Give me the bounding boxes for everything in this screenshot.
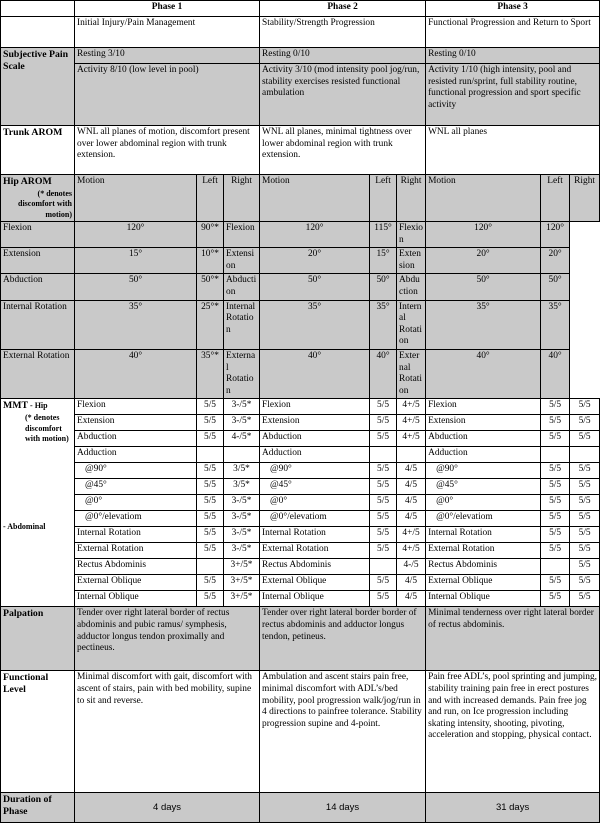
hip-arom-motion: Abduction bbox=[1, 274, 75, 300]
hip-arom-right-value: 40° bbox=[541, 350, 570, 399]
hip-arom-right-value: 10°* bbox=[197, 248, 224, 274]
hip-arom-motion: Extension bbox=[1, 248, 75, 274]
mmt-left-value: 5/5 bbox=[370, 495, 397, 511]
mmt-motion: @0° bbox=[260, 495, 370, 511]
col-left-p1: Left bbox=[197, 175, 224, 222]
phase-header-row bbox=[1, 1, 600, 17]
mmt-motion: Flexion bbox=[75, 399, 197, 415]
mmt-motion: Adduction bbox=[260, 447, 370, 463]
mmt-motion: @90° bbox=[426, 463, 541, 479]
hip-arom-motion: Extension bbox=[224, 248, 260, 274]
col-left-p2: Left bbox=[370, 175, 397, 222]
mmt-motion: @0° bbox=[75, 495, 197, 511]
palpation-row bbox=[1, 607, 600, 671]
hip-arom-motion: Flexion bbox=[1, 222, 75, 248]
mmt-right-value: 3-/5* bbox=[224, 527, 260, 543]
mmt-left-value: 5/5 bbox=[541, 495, 570, 511]
mmt-motion: External Oblique bbox=[260, 575, 370, 591]
mmt-right-value: 3+/5* bbox=[224, 559, 260, 575]
hip-arom-right-value: 50° bbox=[541, 274, 570, 300]
mmt-motion: Abduction bbox=[260, 431, 370, 447]
mmt-left-value bbox=[370, 559, 397, 575]
trunk-arom-p2: WNL all planes, minimal tightness over lower abdominal region with trunk extension. bbox=[260, 126, 426, 175]
mmt-label-text: MMT bbox=[3, 400, 29, 412]
hip-arom-motion: Internal Rotation bbox=[1, 300, 75, 349]
phase-3-heading: Phase 3 bbox=[426, 1, 600, 17]
hip-arom-left-value: 15° bbox=[75, 248, 197, 274]
mmt-motion: Adduction bbox=[75, 447, 197, 463]
trunk-arom-row bbox=[1, 126, 600, 175]
hip-arom-row bbox=[1, 300, 600, 349]
mmt-left-value: 5/5 bbox=[197, 479, 224, 495]
hip-arom-right-value: 115° bbox=[370, 222, 397, 248]
hip-arom-label: Hip AROM bbox=[3, 176, 52, 187]
mmt-left-value: 5/5 bbox=[541, 463, 570, 479]
phase-title-row bbox=[1, 17, 600, 48]
mmt-left-value: 5/5 bbox=[197, 495, 224, 511]
mmt-left-value: 5/5 bbox=[541, 575, 570, 591]
mmt-motion: @45° bbox=[426, 479, 541, 495]
mmt-note: (* denotes discomfort with motion) bbox=[25, 413, 69, 443]
mmt-motion: @45° bbox=[75, 479, 197, 495]
hip-arom-left-value: 120° bbox=[426, 222, 541, 248]
mmt-right-value: 5/5 bbox=[570, 511, 600, 527]
col-motion-p3: Motion bbox=[426, 175, 541, 222]
mmt-motion: Internal Oblique bbox=[426, 591, 541, 607]
hip-arom-right-value: 15° bbox=[370, 248, 397, 274]
functional-label: Functional Level bbox=[1, 671, 75, 793]
mmt-row bbox=[1, 591, 600, 607]
mmt-row bbox=[1, 511, 600, 527]
hip-arom-left-value: 40° bbox=[426, 350, 541, 399]
hip-arom-motion: Internal Rotation bbox=[224, 300, 260, 349]
mmt-left-value: 5/5 bbox=[197, 399, 224, 415]
mmt-left-value: 5/5 bbox=[370, 575, 397, 591]
col-motion-p2: Motion bbox=[260, 175, 370, 222]
pain-activity-p3: Activity 1/10 (high intensity, pool and resisted run/sprint, full stability routine, functional progression and sport specific activity bbox=[426, 64, 600, 126]
mmt-motion: Internal Rotation bbox=[260, 527, 370, 543]
mmt-right-value: 4/5 bbox=[397, 479, 426, 495]
mmt-left-value: 5/5 bbox=[197, 543, 224, 559]
hip-arom-left-value: 35° bbox=[75, 300, 197, 349]
mmt-label bbox=[3, 400, 48, 411]
mmt-right-value bbox=[224, 447, 260, 463]
duration-p1: 4 days bbox=[75, 793, 260, 823]
mmt-right-value: 5/5 bbox=[570, 399, 600, 415]
mmt-right-value bbox=[570, 447, 600, 463]
mmt-row bbox=[1, 399, 600, 415]
pain-scale-label: Subjective Pain Scale bbox=[1, 48, 75, 126]
mmt-row bbox=[1, 543, 600, 559]
hip-arom-left-value: 50° bbox=[260, 274, 370, 300]
mmt-right-value: 4-/5 bbox=[397, 559, 426, 575]
mmt-left-value: 5/5 bbox=[370, 431, 397, 447]
empty-cell bbox=[1, 17, 75, 48]
mmt-left-value: 5/5 bbox=[370, 527, 397, 543]
mmt-motion: Extension bbox=[75, 415, 197, 431]
mmt-row bbox=[1, 447, 600, 463]
phase-2-heading: Phase 2 bbox=[260, 1, 426, 17]
mmt-right-value: 3+/5* bbox=[224, 591, 260, 607]
mmt-motion: External Oblique bbox=[75, 575, 197, 591]
mmt-motion: Flexion bbox=[426, 399, 541, 415]
palpation-p3: Minimal tenderness over right lateral border of rectus abdominis. bbox=[426, 607, 600, 671]
duration-p2: 14 days bbox=[260, 793, 426, 823]
mmt-motion: Internal Oblique bbox=[75, 591, 197, 607]
mmt-left-value: 5/5 bbox=[197, 511, 224, 527]
mmt-right-value: 4+/5 bbox=[397, 527, 426, 543]
mmt-abdominal-label: - Abdominal bbox=[3, 521, 46, 531]
hip-arom-motion: Internal Rotation bbox=[397, 300, 426, 349]
mmt-left-value: 5/5 bbox=[370, 543, 397, 559]
hip-arom-left-value: 20° bbox=[426, 248, 541, 274]
hip-arom-right-value: 25°* bbox=[197, 300, 224, 349]
functional-p1: Minimal discomfort with gait, discomfort with ascent of stairs, pain with bed mobility, supine to sit and reverse. bbox=[75, 671, 260, 793]
pain-resting-p2: Resting 0/10 bbox=[260, 48, 426, 64]
mmt-right-value: 5/5 bbox=[570, 543, 600, 559]
mmt-left-value: 5/5 bbox=[197, 527, 224, 543]
pain-resting-row bbox=[1, 48, 600, 64]
col-left-p3: Left bbox=[541, 175, 570, 222]
hip-arom-right-value: 120° bbox=[541, 222, 570, 248]
hip-arom-right-value: 35° bbox=[541, 300, 570, 349]
hip-arom-row bbox=[1, 350, 600, 399]
mmt-left-value: 5/5 bbox=[541, 527, 570, 543]
mmt-left-value: 5/5 bbox=[370, 479, 397, 495]
mmt-row bbox=[1, 479, 600, 495]
mmt-motion: Extension bbox=[426, 415, 541, 431]
duration-p3: 31 days bbox=[426, 793, 600, 823]
hip-arom-left-value: 20° bbox=[260, 248, 370, 274]
palpation-label: Palpation bbox=[1, 607, 75, 671]
pain-activity-row bbox=[1, 64, 600, 126]
hip-arom-note: (* denotes discomfort with motion) bbox=[18, 188, 72, 219]
trunk-arom-p3: WNL all planes bbox=[426, 126, 600, 175]
hip-arom-motion: External Rotation bbox=[397, 350, 426, 399]
mmt-right-value: 5/5 bbox=[570, 575, 600, 591]
mmt-right-value: 3-/5* bbox=[224, 399, 260, 415]
phase-3-title: Functional Progression and Return to Sport bbox=[426, 17, 600, 48]
mmt-motion: @0° bbox=[426, 495, 541, 511]
hip-arom-motion: Abduction bbox=[224, 274, 260, 300]
trunk-arom-label: Trunk AROM bbox=[1, 126, 75, 175]
mmt-right-value: 5/5 bbox=[570, 479, 600, 495]
mmt-right-value: 5/5 bbox=[570, 559, 600, 575]
hip-arom-right-value: 50°* bbox=[197, 274, 224, 300]
mmt-row bbox=[1, 527, 600, 543]
hip-arom-right-value: 40° bbox=[370, 350, 397, 399]
mmt-row bbox=[1, 575, 600, 591]
mmt-right-value: 4/5 bbox=[397, 575, 426, 591]
functional-p2: Ambulation and ascent stairs pain free, minimal discomfort with ADL’s/bed mobility, pool progression walk/jog/run in 4 directions to painfree tolerance. Stability progression supine and 4-point. bbox=[260, 671, 426, 793]
mmt-motion: External Oblique bbox=[426, 575, 541, 591]
mmt-right-value: 5/5 bbox=[570, 463, 600, 479]
trunk-arom-p1: WNL all planes of motion, discomfort present over lower abdominal region with trunk extension. bbox=[75, 126, 260, 175]
mmt-right-value: 4-/5* bbox=[224, 431, 260, 447]
mmt-right-value: 4/5 bbox=[397, 463, 426, 479]
mmt-motion: Abduction bbox=[426, 431, 541, 447]
mmt-right-value: 3-/5* bbox=[224, 511, 260, 527]
mmt-motion: External Rotation bbox=[260, 543, 370, 559]
functional-row bbox=[1, 671, 600, 793]
mmt-right-value: 5/5 bbox=[570, 495, 600, 511]
mmt-row bbox=[1, 463, 600, 479]
mmt-left-value bbox=[541, 559, 570, 575]
mmt-left-value: 5/5 bbox=[197, 463, 224, 479]
mmt-right-value: 3-/5* bbox=[224, 495, 260, 511]
palpation-p1: Tender over right lateral border of rectus abdominis and pubic ramus/ symphesis, adductor longus tendon proximally and pectineus. bbox=[75, 607, 260, 671]
pain-resting-p1: Resting 3/10 bbox=[75, 48, 260, 64]
mmt-right-value: 4+/5 bbox=[397, 415, 426, 431]
functional-p3: Pain free ADL’s, pool sprinting and jumping, stability training pain free in erect postures and with increased demands. Pain free jog and run, on Ice progression including skating intensity, shooting, pivoting, acceleration and stopping, physical contact. bbox=[426, 671, 600, 793]
hip-arom-left-value: 35° bbox=[426, 300, 541, 349]
mmt-left-value bbox=[541, 447, 570, 463]
col-right-p1: Right bbox=[224, 175, 260, 222]
pain-resting-p3: Resting 0/10 bbox=[426, 48, 600, 64]
mmt-right-value: 3-/5* bbox=[224, 415, 260, 431]
pain-activity-p2: Activity 3/10 (mod intensity pool jog/run, stability exercises resisted functional ambulation bbox=[260, 64, 426, 126]
mmt-right-value: 3/5* bbox=[224, 479, 260, 495]
mmt-left-value: 5/5 bbox=[541, 511, 570, 527]
mmt-left-value: 5/5 bbox=[541, 543, 570, 559]
mmt-left-value: 5/5 bbox=[541, 399, 570, 415]
mmt-left-value: 5/5 bbox=[541, 415, 570, 431]
col-motion-p1: Motion bbox=[75, 175, 197, 222]
mmt-motion: @0°/elevatiom bbox=[426, 511, 541, 527]
mmt-right-value bbox=[397, 447, 426, 463]
mmt-right-value: 4/5 bbox=[397, 591, 426, 607]
hip-arom-right-value: 35° bbox=[370, 300, 397, 349]
duration-label: Duration of Phase bbox=[1, 793, 75, 823]
mmt-motion: @90° bbox=[260, 463, 370, 479]
mmt-motion: Flexion bbox=[260, 399, 370, 415]
corner-cell bbox=[1, 1, 75, 17]
hip-arom-motion: Flexion bbox=[397, 222, 426, 248]
mmt-row bbox=[1, 415, 600, 431]
hip-arom-left-value: 50° bbox=[75, 274, 197, 300]
duration-row bbox=[1, 793, 600, 823]
mmt-motion: External Rotation bbox=[426, 543, 541, 559]
mmt-left-value bbox=[197, 559, 224, 575]
mmt-left-value: 5/5 bbox=[197, 415, 224, 431]
mmt-motion: @0°/elevatiom bbox=[75, 511, 197, 527]
mmt-left-value: 5/5 bbox=[197, 575, 224, 591]
mmt-right-value: 4+/5 bbox=[397, 543, 426, 559]
mmt-left-value: 5/5 bbox=[370, 511, 397, 527]
hip-arom-motion: External Rotation bbox=[1, 350, 75, 399]
hip-arom-right-value: 35°* bbox=[197, 350, 224, 399]
mmt-label-suffix: - Hip bbox=[28, 401, 48, 411]
mmt-right-value: 3-/5* bbox=[224, 543, 260, 559]
mmt-left-value bbox=[370, 447, 397, 463]
mmt-left-value: 5/5 bbox=[370, 415, 397, 431]
hip-arom-left-value: 120° bbox=[75, 222, 197, 248]
col-right-p3: Right bbox=[570, 175, 600, 222]
hip-arom-left-value: 120° bbox=[260, 222, 370, 248]
mmt-motion: @0°/elevatiom bbox=[260, 511, 370, 527]
mmt-right-value: 3/5* bbox=[224, 463, 260, 479]
mmt-right-value: 4+/5 bbox=[397, 399, 426, 415]
mmt-motion: External Rotation bbox=[75, 543, 197, 559]
hip-arom-motion: Flexion bbox=[224, 222, 260, 248]
mmt-left-value: 5/5 bbox=[197, 431, 224, 447]
hip-arom-header-row bbox=[1, 175, 600, 222]
mmt-right-value: 5/5 bbox=[570, 527, 600, 543]
mmt-left-value: 5/5 bbox=[370, 399, 397, 415]
mmt-right-value: 4+/5 bbox=[397, 431, 426, 447]
mmt-right-value: 4/5 bbox=[397, 495, 426, 511]
mmt-motion: Rectus Abdominis bbox=[426, 559, 541, 575]
mmt-motion: Rectus Abdominis bbox=[75, 559, 197, 575]
hip-arom-row bbox=[1, 274, 600, 300]
hip-arom-row bbox=[1, 248, 600, 274]
hip-arom-right-value: 50° bbox=[370, 274, 397, 300]
mmt-left-value: 5/5 bbox=[541, 591, 570, 607]
mmt-right-value: 4/5 bbox=[397, 511, 426, 527]
phase-1-title: Initial Injury/Pain Management bbox=[75, 17, 260, 48]
mmt-right-value: 5/5 bbox=[570, 591, 600, 607]
mmt-row bbox=[1, 431, 600, 447]
mmt-left-value: 5/5 bbox=[541, 479, 570, 495]
pain-activity-p1: Activity 8/10 (low level in pool) bbox=[75, 64, 260, 126]
mmt-right-value: 3+/5* bbox=[224, 575, 260, 591]
hip-arom-motion: Abduction bbox=[397, 274, 426, 300]
mmt-left-value: 5/5 bbox=[370, 463, 397, 479]
hip-arom-motion: External Rotation bbox=[224, 350, 260, 399]
mmt-motion: Rectus Abdominis bbox=[260, 559, 370, 575]
mmt-left-value bbox=[197, 447, 224, 463]
hip-arom-right-value: 90°* bbox=[197, 222, 224, 248]
hip-arom-left-value: 40° bbox=[260, 350, 370, 399]
mmt-motion: Abduction bbox=[75, 431, 197, 447]
mmt-left-value: 5/5 bbox=[370, 591, 397, 607]
mmt-motion: Internal Oblique bbox=[260, 591, 370, 607]
mmt-motion: @90° bbox=[75, 463, 197, 479]
hip-arom-row bbox=[1, 222, 600, 248]
palpation-p2: Tender over right lateral border border of rectus abdominis and adductor longus tendon, petineus. bbox=[260, 607, 426, 671]
mmt-motion: Internal Rotation bbox=[75, 527, 197, 543]
mmt-right-value: 5/5 bbox=[570, 415, 600, 431]
mmt-motion: Extension bbox=[260, 415, 370, 431]
mmt-right-value: 5/5 bbox=[570, 431, 600, 447]
hip-arom-left-value: 40° bbox=[75, 350, 197, 399]
mmt-left-value: 5/5 bbox=[541, 431, 570, 447]
mmt-motion: @45° bbox=[260, 479, 370, 495]
mmt-motion: Adduction bbox=[426, 447, 541, 463]
hip-arom-right-value: 20° bbox=[541, 248, 570, 274]
phase-2-title: Stability/Strength Progression bbox=[260, 17, 426, 48]
mmt-row bbox=[1, 495, 600, 511]
mmt-left-value: 5/5 bbox=[197, 591, 224, 607]
hip-arom-label-cell bbox=[1, 175, 75, 222]
hip-arom-motion: Extension bbox=[397, 248, 426, 274]
mmt-motion: Internal Rotation bbox=[426, 527, 541, 543]
mmt-label-cell bbox=[1, 399, 75, 607]
col-right-p2: Right bbox=[397, 175, 426, 222]
hip-arom-left-value: 50° bbox=[426, 274, 541, 300]
phase-1-heading: Phase 1 bbox=[75, 1, 260, 17]
hip-arom-left-value: 35° bbox=[260, 300, 370, 349]
mmt-row bbox=[1, 559, 600, 575]
